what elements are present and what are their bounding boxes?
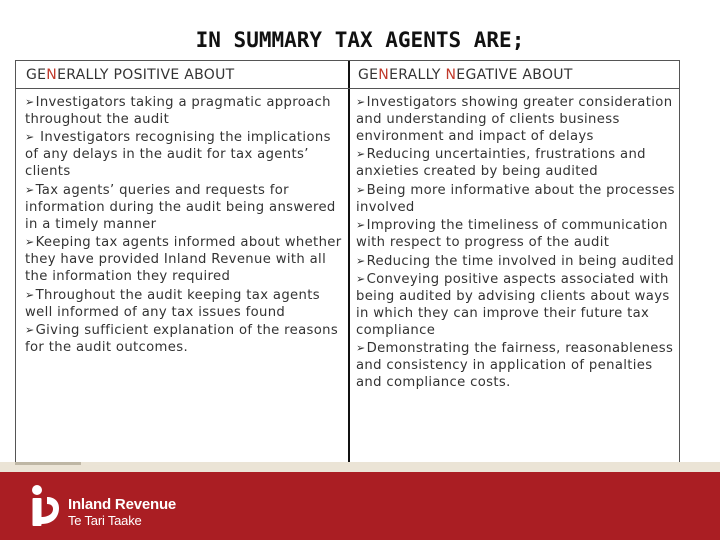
header-negative: GENERALLY NEGATIVE ABOUT [358, 67, 573, 83]
arrow-bullet-icon: ➢ [356, 183, 366, 197]
inland-revenue-logo-icon [26, 484, 60, 528]
list-item: ➢Investigators showing greater consideration and understanding of clients business environment and impact of delays [356, 95, 673, 144]
table-header-row [16, 61, 679, 89]
arrow-bullet-icon: ➢ [356, 341, 366, 355]
column-divider [348, 61, 350, 465]
arrow-bullet-icon: ➢ [356, 95, 366, 109]
list-item: ➢ Investigators recognising the implications of any delays in the audit for tax agents’ clients [25, 130, 331, 180]
summary-table [15, 60, 680, 466]
list-item: ➢Tax agents’ queries and requests for information during the audit being answered in a timely manner [25, 182, 336, 232]
footer-rule [0, 462, 720, 472]
list-item: ➢Improving the timeliness of communication with respect to progress of the audit [356, 218, 668, 251]
list-item: ➢Keeping tax agents informed about whether they have provided Inland Revenue with all the information they required [25, 235, 342, 285]
list-item: ➢Investigators taking a pragmatic approach throughout the audit [25, 95, 331, 127]
list-item: ➢Reducing uncertainties, frustrations and anxieties created by being audited [356, 147, 646, 180]
list-item: ➢Being more informative about the processes involved [356, 182, 675, 215]
footer-rule-accent [15, 462, 81, 465]
negative-list [356, 94, 680, 393]
arrow-bullet-icon: ➢ [25, 130, 35, 144]
list-item: ➢Conveying positive aspects associated with being audited by advising clients about ways in which they can improve their future tax compliance [356, 271, 670, 338]
list-item: ➢Throughout the audit keeping tax agents well informed of any tax issues found [25, 287, 320, 320]
arrow-bullet-icon: ➢ [25, 288, 35, 302]
arrow-bullet-icon: ➢ [356, 218, 366, 232]
list-item: ➢Reducing the time involved in being audited [356, 253, 675, 269]
slide-title: IN SUMMARY TAX AGENTS ARE; [195, 28, 525, 52]
arrow-bullet-icon: ➢ [356, 147, 366, 161]
header-positive: GENERALLY POSITIVE ABOUT [26, 67, 235, 83]
arrow-bullet-icon: ➢ [356, 254, 366, 268]
arrow-bullet-icon: ➢ [356, 272, 366, 286]
brand-name: Inland Revenue [68, 496, 177, 513]
arrow-bullet-icon: ➢ [25, 323, 35, 337]
arrow-bullet-icon: ➢ [25, 183, 35, 197]
list-item: ➢Giving sufficient explanation of the reasons for the audit outcomes. [25, 322, 339, 355]
arrow-bullet-icon: ➢ [25, 235, 35, 249]
arrow-bullet-icon: ➢ [25, 95, 35, 109]
positive-list [25, 94, 347, 357]
brand-subtitle: Te Tari Taake [68, 513, 142, 528]
list-item: ➢Demonstrating the fairness, reasonableness and consistency in application of penalties and compliance costs. [356, 341, 674, 391]
